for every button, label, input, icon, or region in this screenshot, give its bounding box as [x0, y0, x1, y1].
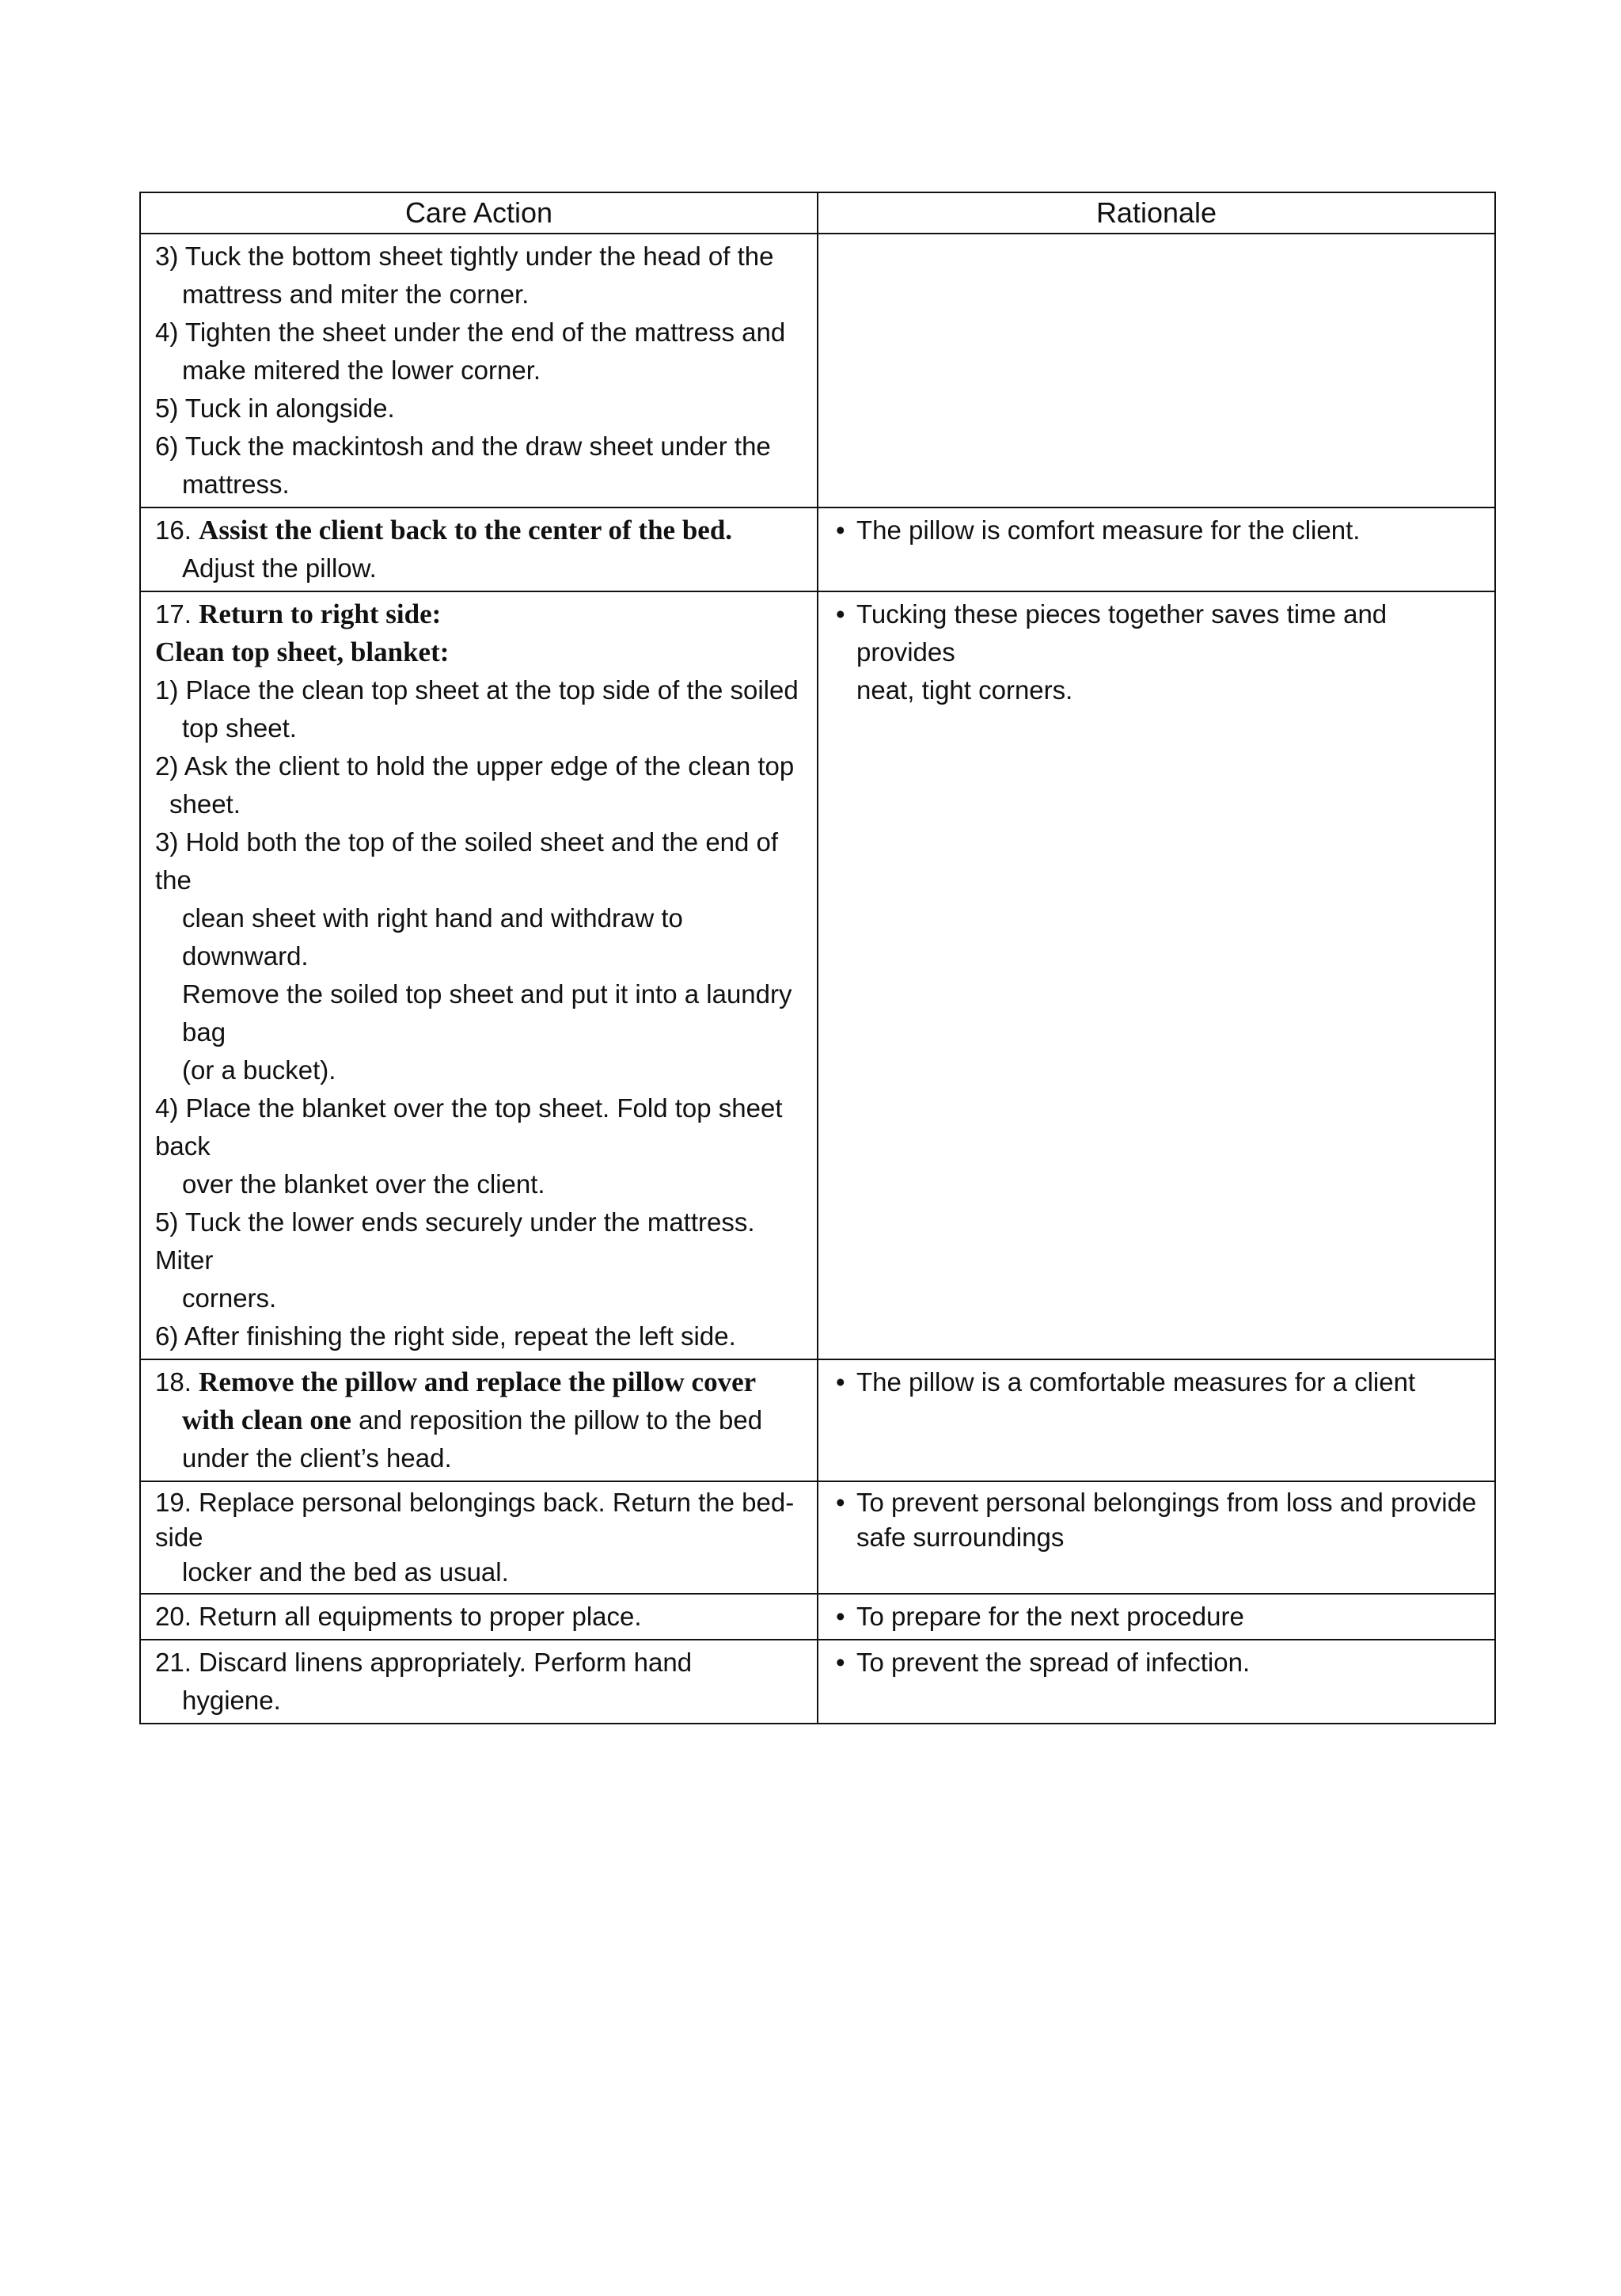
bullet-icon: •: [836, 1648, 845, 1677]
action-line: 4) Place the blanket over the top sheet. Fold top sheet back: [155, 1093, 783, 1161]
rationale-item: [833, 1598, 1483, 1636]
rationale-text: The pillow is a comfortable measures for a client: [856, 1367, 1416, 1397]
step-number: 16.: [155, 515, 192, 545]
care-action-cell: [140, 1640, 818, 1724]
rationale-item: [833, 511, 1483, 549]
action-line: 6) After finishing the right side, repeat the left side.: [155, 1321, 736, 1351]
bullet-icon: •: [836, 1602, 845, 1631]
action-line: Adjust the pillow.: [182, 553, 377, 583]
care-action-cell: [140, 1359, 818, 1481]
action-line: 3) Tuck the bottom sheet tightly under the head of the: [155, 241, 774, 271]
rationale-item: [833, 1363, 1483, 1401]
action-line: make mitered the lower corner.: [182, 355, 541, 385]
action-line: (or a bucket).: [182, 1055, 336, 1085]
table-row: [140, 507, 1495, 591]
action-line: 21. Discard linens appropriately. Perform hand: [155, 1648, 693, 1677]
bullet-icon: •: [836, 1488, 845, 1517]
action-line: under the client’s head.: [182, 1443, 452, 1473]
action-line: over the blanket over the client.: [182, 1169, 545, 1199]
action-line: 6) Tuck the mackintosh and the draw sheet under the: [155, 431, 771, 461]
action-line: locker and the bed as usual.: [182, 1557, 509, 1587]
action-line: hygiene.: [182, 1686, 281, 1715]
header-rationale: Rationale: [818, 192, 1495, 234]
action-line: 3) Hold both the top of the soiled sheet and the end of the: [155, 827, 779, 895]
action-line: 2) Ask the client to hold the upper edge of the clean top: [155, 751, 795, 781]
action-line: 20. Return all equipments to proper place.: [155, 1602, 642, 1631]
rationale-text: The pillow is comfort measure for the client.: [856, 515, 1361, 545]
rationale-text: To prevent the spread of infection.: [856, 1648, 1251, 1677]
rationale-cell: [818, 1640, 1495, 1724]
rationale-text: Tucking these pieces together saves time and provides: [856, 599, 1388, 667]
bullet-icon: •: [836, 515, 845, 545]
rationale-cell: [818, 507, 1495, 591]
action-line: [155, 511, 806, 549]
rationale-cell: [818, 1594, 1495, 1640]
action-line: sheet.: [169, 789, 241, 819]
header-care-action: Care Action: [140, 192, 818, 234]
action-line: Remove the soiled top sheet and put it into a laundry bag: [182, 979, 792, 1047]
care-action-cell: [140, 591, 818, 1359]
step-heading: Remove the pillow and replace the pillow cover: [199, 1367, 757, 1397]
action-line: corners.: [182, 1283, 277, 1313]
rationale-text-continued: safe surroundings: [856, 1522, 1065, 1552]
action-line: 19. Replace personal belongings back. Return the bed-side: [155, 1488, 795, 1552]
action-line: [155, 595, 806, 633]
action-line: [155, 1363, 806, 1401]
table-row: [140, 1594, 1495, 1640]
step-subheading: Clean top sheet, blanket:: [155, 637, 450, 667]
step-number: 18.: [155, 1367, 192, 1397]
table-row: [140, 1481, 1495, 1594]
rationale-cell: [818, 1359, 1495, 1481]
table-row: [140, 234, 1495, 507]
care-action-cell: [140, 1481, 818, 1594]
step-heading: Assist the client back to the center of the bed.: [199, 515, 733, 545]
action-line: 5) Tuck the lower ends securely under the mattress. Miter: [155, 1207, 755, 1275]
rationale-text: To prepare for the next procedure: [856, 1602, 1244, 1631]
care-action-cell: [140, 234, 818, 507]
care-action-cell: [140, 1594, 818, 1640]
action-line: mattress and miter the corner.: [182, 279, 530, 309]
rationale-item: [833, 1644, 1483, 1682]
rationale-item: [833, 595, 1483, 671]
table-row: [140, 1359, 1495, 1481]
action-line: top sheet.: [182, 713, 297, 743]
table-header-row: [140, 192, 1495, 234]
action-line: 5) Tuck in alongside.: [155, 393, 395, 423]
table-row: [140, 1640, 1495, 1724]
bullet-icon: •: [836, 599, 845, 629]
action-line: mattress.: [182, 469, 290, 499]
rationale-text: To prevent personal belongings from loss and provide: [856, 1488, 1477, 1517]
action-line: [155, 1401, 806, 1439]
step-number: 17.: [155, 599, 192, 629]
action-text: and reposition the pillow to the bed: [359, 1405, 763, 1435]
table-row: [140, 591, 1495, 1359]
rationale-cell: [818, 1481, 1495, 1594]
bullet-icon: •: [836, 1367, 845, 1397]
step-heading-continued: with clean one: [182, 1405, 351, 1435]
rationale-cell: [818, 591, 1495, 1359]
rationale-cell: [818, 234, 1495, 507]
rationale-text-continued: neat, tight corners.: [856, 675, 1073, 705]
action-line: 1) Place the clean top sheet at the top side of the soiled: [155, 675, 799, 705]
step-heading: Return to right side:: [199, 599, 442, 629]
action-line: clean sheet with right hand and withdraw to downward.: [182, 903, 683, 971]
care-action-cell: [140, 507, 818, 591]
care-action-table: [139, 192, 1496, 1724]
action-line: 4) Tighten the sheet under the end of the mattress and: [155, 317, 786, 347]
rationale-item: [833, 1485, 1483, 1520]
